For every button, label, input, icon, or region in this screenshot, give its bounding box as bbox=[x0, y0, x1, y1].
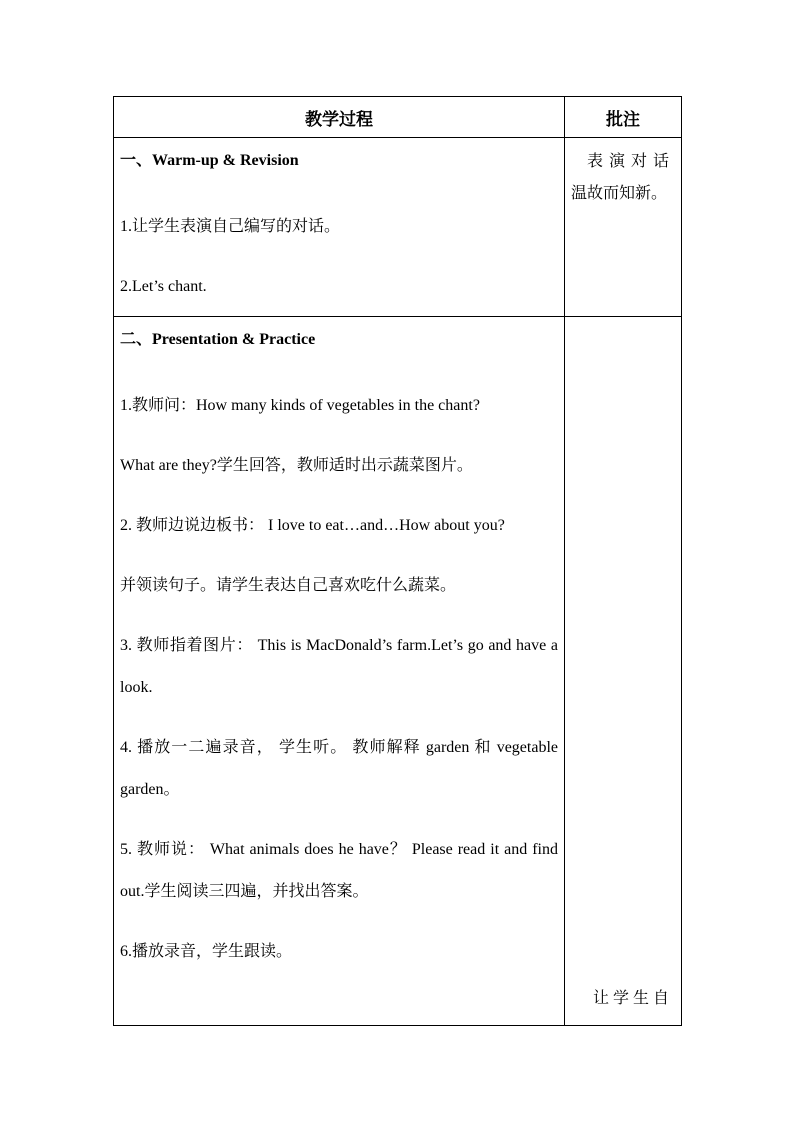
presentation-item-5: 3. 教师指着图片： This is MacDonald’s farm.Let’s go and have a look. bbox=[120, 637, 558, 696]
presentation-item-1: 1.教师问：How many kinds of vegetables in the chant? bbox=[120, 397, 480, 414]
warmup-item-2: 2.Let’s chant. bbox=[120, 278, 207, 295]
presentation-item-6: 4. 播放一二遍录音， 学生听。 教师解释 garden 和 vegetable garden。 bbox=[120, 739, 558, 798]
table-header-row bbox=[114, 97, 682, 138]
section-heading-warmup: 一、Warm-up & Revision bbox=[120, 152, 299, 169]
table-row-warmup bbox=[114, 138, 682, 317]
lesson-plan-table bbox=[113, 96, 682, 1026]
presentation-item-4: 并领读句子。请学生表达自己喜欢吃什么蔬菜。 bbox=[120, 577, 457, 594]
presentation-content-cell bbox=[114, 317, 565, 1026]
warmup-note-line-1: 表演对话 bbox=[586, 153, 675, 170]
header-notes: 批注 bbox=[565, 97, 682, 138]
section-heading-presentation: 二、Presentation & Practice bbox=[120, 331, 316, 348]
presentation-item-8: 6.播放录音，学生跟读。 bbox=[120, 943, 293, 960]
presentation-item-3: 2. 教师边说边板书： I love to eat…and…How about you? bbox=[120, 517, 505, 534]
table-row-presentation bbox=[114, 317, 682, 1026]
warmup-note-cell bbox=[565, 138, 682, 317]
presentation-note-bottom: 让学生自 bbox=[592, 990, 673, 1007]
header-process: 教学过程 bbox=[114, 97, 565, 138]
warmup-item-1: 1.让学生表演自己编写的对话。 bbox=[120, 218, 341, 235]
presentation-item-2: What are they?学生回答，教师适时出示蔬菜图片。 bbox=[120, 457, 473, 474]
warmup-content-cell bbox=[114, 138, 565, 317]
presentation-note-cell bbox=[565, 317, 682, 1026]
warmup-note-line-2: 温故而知新。 bbox=[571, 185, 668, 202]
presentation-item-7: 5. 教师说： What animals does he have？ Please read it and find out.学生阅读三四遍，并找出答案。 bbox=[120, 841, 558, 900]
